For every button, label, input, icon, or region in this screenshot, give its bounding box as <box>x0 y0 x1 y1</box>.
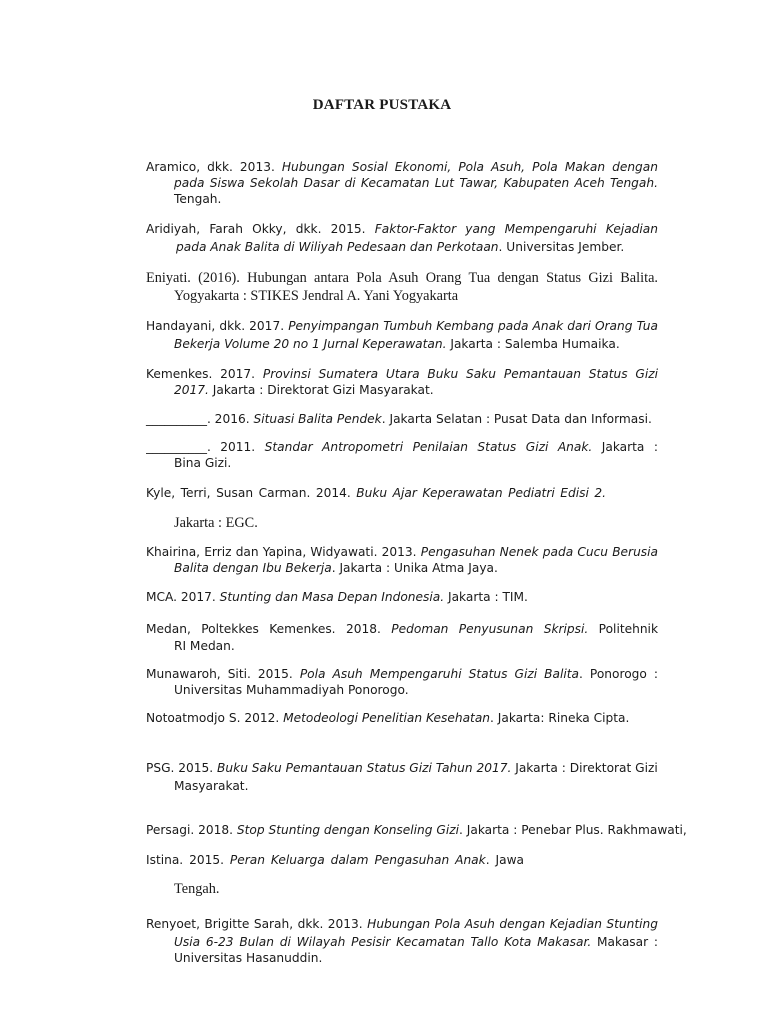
reference-handayani <box>146 317 658 352</box>
ref-line: Eniyati. (2016). Hubungan antara Pola Asuh Orang Tua dengan Status Gizi Balita. <box>146 270 658 286</box>
ref-line: RI Medan. <box>174 639 235 653</box>
ref-text: Politehnik <box>598 622 658 636</box>
ref-title-text: Hubungan Pola Asuh dengan Kejadian Stunting <box>367 917 658 931</box>
ref-text: Jakarta : TIM. <box>444 590 528 604</box>
ref-line <box>146 915 658 934</box>
ref-title-text: Standar Antropometri Penilaian Status Gizi Anak. <box>264 440 593 454</box>
ref-text: Jakarta : Direktorat Gizi <box>511 761 658 775</box>
reference-istina-line2: Tengah. <box>174 881 220 897</box>
ref-line <box>146 589 658 605</box>
reference-aramico <box>146 159 658 207</box>
ref-text: Persagi. 2018. <box>146 823 237 837</box>
ref-text: . Jawa <box>485 853 524 867</box>
ref-title-text: Pola Asuh Mempengaruhi Status Gizi Balita <box>299 667 579 681</box>
ref-text: __________. 2016. <box>146 412 254 426</box>
reference-mca <box>146 589 658 605</box>
ref-text: PSG. 2015. <box>146 761 218 775</box>
ref-line <box>146 175 658 191</box>
ref-text: Medan, Poltekkes Kemenkes. 2018. <box>146 622 392 636</box>
ref-text: . Jakarta: Rineka Cipta. <box>490 711 630 725</box>
reference-munawaroh <box>146 666 658 698</box>
ref-line <box>146 710 658 726</box>
ref-text: Handayani, dkk. 2017. <box>146 319 289 333</box>
ref-line <box>146 485 606 501</box>
ref-line <box>146 439 658 455</box>
reference-persagi <box>146 822 687 838</box>
ref-title-text: Peran Keluarga dalam Pengasuhan Anak <box>229 853 486 867</box>
ref-line <box>146 759 658 778</box>
ref-line <box>146 382 658 398</box>
ref-line <box>146 620 658 638</box>
ref-line <box>146 934 658 950</box>
ref-line: Masyarakat. <box>174 779 249 793</box>
page-title: DAFTAR PUSTAKA <box>312 97 452 113</box>
ref-text: Jakarta : Salemba Humaika. <box>446 337 620 351</box>
reference-kyle <box>146 485 606 501</box>
ref-title-text: pada Anak Balita di Wiliyah Pedesaan dan Perkotaan <box>176 240 499 254</box>
ref-title-text: Metodeologi Penelitian Kesehatan <box>283 711 491 725</box>
ref-title-text: 2017. <box>174 383 209 397</box>
ref-line: Bina Gizi. <box>174 456 232 470</box>
reference-medan <box>146 620 658 654</box>
reference-psg <box>146 759 658 794</box>
ref-line <box>146 317 658 336</box>
reference-aridiyah <box>146 220 658 255</box>
reference-kemenkes-2016 <box>146 411 658 427</box>
ref-line <box>146 336 658 352</box>
ref-text: . Jakarta : Penebar Plus. Rakhmawati, <box>459 823 687 837</box>
ref-text: __________. 2011. <box>146 440 265 454</box>
reference-eniyati <box>146 269 658 305</box>
reference-notoatmodjo <box>146 710 658 726</box>
ref-title-text: Situasi Balita Pendek <box>253 412 382 426</box>
reference-istina <box>146 852 524 868</box>
ref-text: Munawaroh, Siti. 2015. <box>146 667 300 681</box>
reference-kemenkes-2011 <box>146 439 658 471</box>
ref-line <box>146 411 658 427</box>
ref-title-text: Faktor-Faktor yang Mempengaruhi Kejadian <box>374 222 658 236</box>
ref-text: Renyoet, Brigitte Sarah, dkk. 2013. <box>146 917 368 931</box>
ref-line <box>146 366 658 382</box>
ref-title-text: pada Siswa Sekolah Dasar di Kecamatan Lut Tawar, Kabupaten Aceh Tengah. <box>174 176 658 190</box>
ref-title-text: Buku Ajar Keperawatan Pediatri Edisi 2. <box>356 486 606 500</box>
reference-kemenkes <box>146 366 658 398</box>
ref-line <box>146 220 658 239</box>
ref-text: . Jakarta Selatan : Pusat Data dan Informasi. <box>381 412 652 426</box>
ref-line <box>146 822 687 838</box>
ref-line <box>146 852 524 868</box>
ref-text: . Jakarta : Unika Atma Jaya. <box>331 561 498 575</box>
ref-text: . Ponorogo : <box>579 667 658 681</box>
ref-title-text: Penyimpangan Tumbuh Kembang pada Anak dari Orang Tua <box>288 319 658 333</box>
ref-text: Kemenkes. 2017. <box>146 367 263 381</box>
ref-text: Jakarta : <box>601 440 658 454</box>
ref-title-text: Usia 6-23 Bulan di Wilayah Pesisir Kecamatan Tallo Kota Makasar. <box>174 935 592 949</box>
ref-text: MCA. 2017. <box>146 590 220 604</box>
ref-line <box>146 239 658 255</box>
ref-line: Universitas Muhammadiyah Ponorogo. <box>174 683 409 697</box>
ref-text: Kyle, Terri, Susan Carman. 2014. <box>146 486 357 500</box>
reference-renyoet <box>146 915 658 966</box>
ref-line: Yogyakarta : STIKES Jendral A. Yani Yogyakarta <box>174 288 459 304</box>
ref-title-text: Pengasuhan Nenek pada Cucu Berusia <box>420 545 658 559</box>
ref-text: . Universitas Jember. <box>498 240 625 254</box>
ref-text: Jakarta : Direktorat Gizi Masyarakat. <box>208 383 434 397</box>
ref-text: Istina. 2015. <box>146 853 230 867</box>
ref-line <box>146 159 658 175</box>
ref-line: Tengah. <box>174 192 222 206</box>
ref-title-text: Hubungan Sosial Ekonomi, Pola Asuh, Pola Makan dengan <box>281 160 658 174</box>
ref-title-text: Stunting dan Masa Depan Indonesia. <box>219 590 445 604</box>
ref-text: Makasar : <box>591 935 658 949</box>
ref-line <box>146 666 658 682</box>
ref-text: Khairina, Erriz dan Yapina, Widyawati. 2013. <box>146 545 421 559</box>
ref-title-text: Stop Stunting dengan Konseling Gizi <box>236 823 460 837</box>
ref-text: Notoatmodjo S. 2012. <box>146 711 284 725</box>
ref-line <box>146 560 658 576</box>
ref-text: Aramico, dkk. 2013. <box>146 160 282 174</box>
ref-title-text: Balita dengan Ibu Bekerja <box>174 561 332 575</box>
ref-text: Aridiyah, Farah Okky, dkk. 2015. <box>146 222 375 236</box>
ref-line <box>146 544 658 560</box>
ref-line: Universitas Hasanuddin. <box>174 951 323 965</box>
reference-kyle-line2: Jakarta : EGC. <box>174 515 258 531</box>
reference-khairina <box>146 544 658 576</box>
ref-title-text: Bekerja Volume 20 no 1 Jurnal Keperawatan. <box>174 337 447 351</box>
ref-title-text: Provinsi Sumatera Utara Buku Saku Pemantauan Status Gizi <box>262 367 658 381</box>
ref-title-text: Pedoman Penyusunan Skripsi. <box>391 622 589 636</box>
ref-title-text: Buku Saku Pemantauan Status Gizi Tahun 2017. <box>217 761 512 775</box>
